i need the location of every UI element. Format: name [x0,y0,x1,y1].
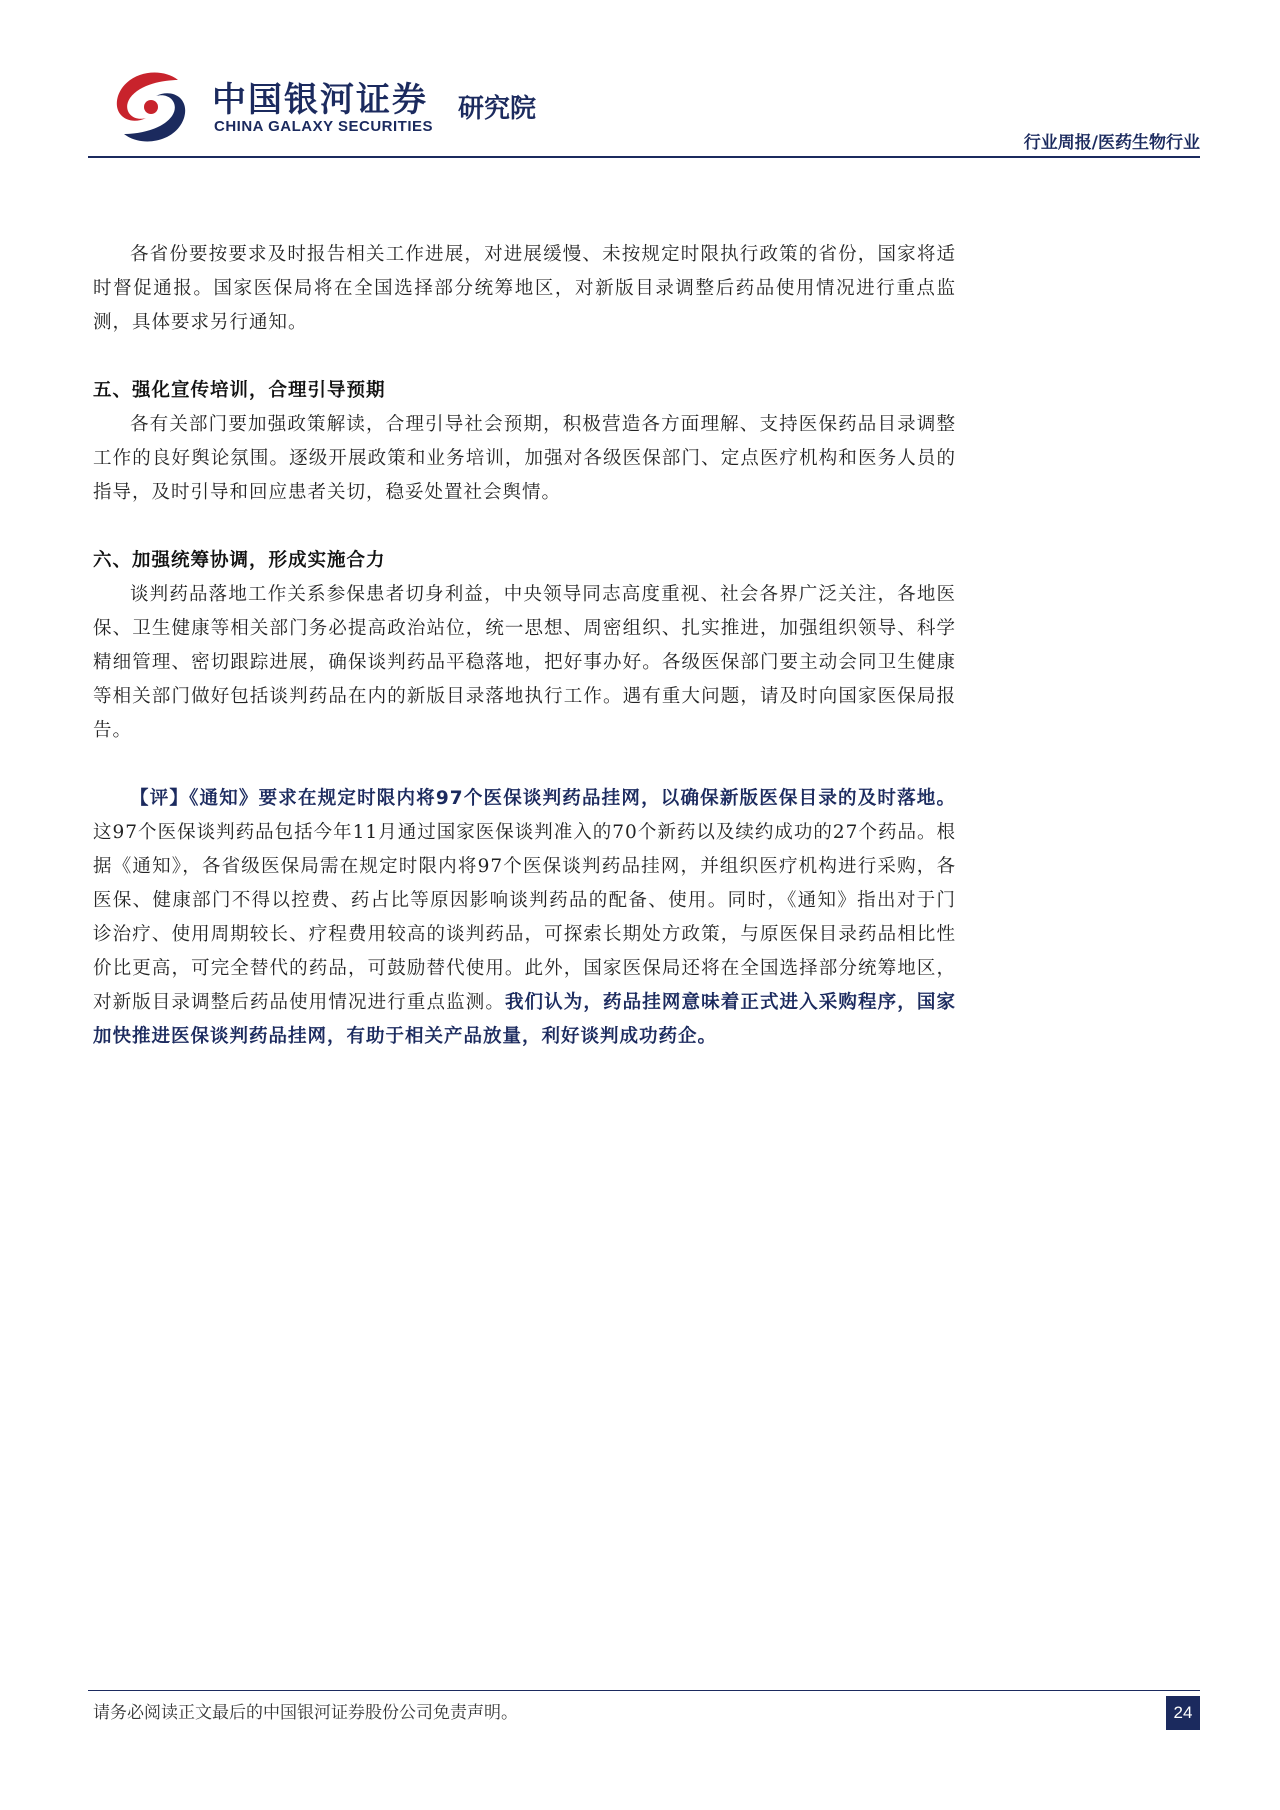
page-number: 24 [1166,1696,1200,1730]
header-divider [88,156,1200,158]
comment-bold-lead: 【评】《通知》要求在规定时限内将97个医保谈判药品挂网，以确保新版医保目录的及时落地。 [130,788,956,809]
comment-body: 这97个医保谈判药品包括今年11月通过国家医保谈判准入的70个新药以及续约成功的27个药品。根据《通知》，各省级医保局需在规定时限内将97个医保谈判药品挂网，并组织医疗机构进行采购，各医保、健康部门不得以控费、药占比等原因影响谈判药品的配备、使用。同时，《通知》指出对于门诊治疗、使用周期较长、疗程费用较高的谈判药品，可探索长期处方政策，与原医保目录药品相比性价比更高，可完全替代的药品，可鼓励替代使用。此外，国家医保局还将在全国选择部分统筹地区，对新版目录调整后药品使用情况进行重点监测。 [93,822,956,1013]
institute-label: 研究院 [458,94,537,124]
section-6-heading: 六、加强统筹协调，形成实施合力 [93,550,386,571]
main-content [93,238,956,1054]
section-5 [93,374,956,510]
logo-chinese-name: 中国银河证券 [212,80,428,120]
footer-divider [88,1690,1200,1691]
logo-english-name: CHINA GALAXY SECURITIES [214,118,434,135]
comment-conclusion: 我们认为，药品挂网意味着正式进入采购程序，国家加快推进医保谈判药品挂网，有助于相关产品放量，利好谈判成功药企。 [93,992,956,1047]
section-6-paragraph: 谈判药品落地工作关系参保患者切身利益，中央领导同志高度重视、社会各界广泛关注，各地医保、卫生健康等相关部门务必提高政治站位，统一思想、周密组织、扎实推进，加强组织领导、科学精细管理、密切跟踪进展，确保谈判药品平稳落地，把好事办好。各级医保部门要主动会同卫生健康等相关部门做好包括谈判药品在内的新版目录落地执行工作。遇有重大问题，请及时向国家医保局报告。 [93,584,956,741]
comment-paragraph [93,782,956,1054]
intro-paragraph: 各省份要按要求及时报告相关工作进展，对进展缓慢、未按规定时限执行政策的省份，国家将适时督促通报。国家医保局将在全国选择部分统筹地区，对新版目录调整后药品使用情况进行重点监测，具体要求另行通知。 [93,244,956,333]
report-type: 行业周报/医药生物行业 [1023,133,1200,153]
section-6 [93,544,956,748]
section-5-paragraph: 各有关部门要加强政策解读，合理引导社会预期，积极营造各方面理解、支持医保药品目录调整工作的良好舆论氛围。逐级开展政策和业务培训，加强对各级医保部门、定点医疗机构和医务人员的指导，及时引导和回应患者关切，稳妥处置社会舆情。 [93,414,956,503]
galaxy-logo-icon [108,66,194,148]
disclaimer-note: 请务必阅读正文最后的中国银河证券股份公司免责声明。 [93,1703,518,1723]
section-5-heading: 五、强化宣传培训，合理引导预期 [93,380,386,401]
page-header [88,60,1200,160]
